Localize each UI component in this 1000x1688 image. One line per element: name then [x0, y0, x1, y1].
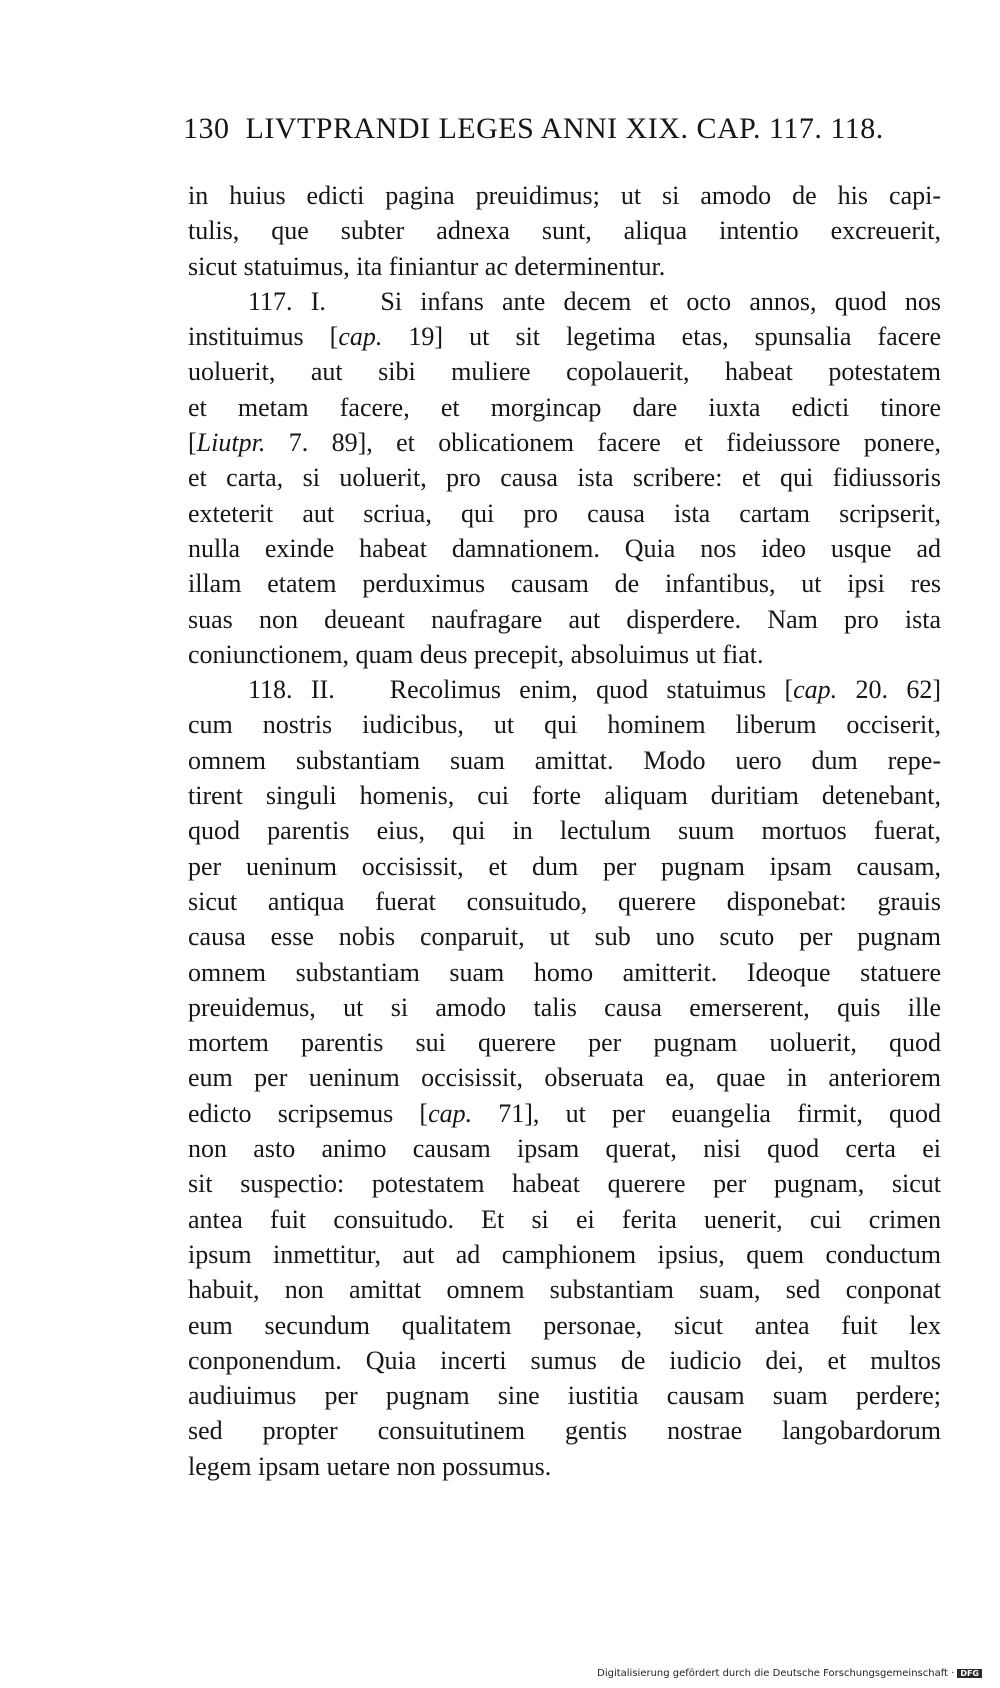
text-line: et carta, si uoluerit, pro causa ista scribere: et qui fidiussoris: [188, 463, 941, 493]
running-head: [183, 112, 883, 146]
chapter-117-heading-line: [188, 284, 941, 319]
text-segment: 71], ut per euangelia firmit, quod: [472, 1098, 941, 1128]
text-line: coniunctionem, quam deus precepit, absoluimus ut fiat.: [188, 639, 764, 669]
text-line: non asto animo causam ipsam querat, nisi quod certa ei: [188, 1134, 941, 1164]
text-line: mortem parentis sui querere per pugnam uoluerit, quod: [188, 1028, 941, 1058]
text-line: exteterit aut scriua, qui pro causa ista cartam scripserit,: [188, 498, 941, 528]
text-line: uoluerit, aut sibi muliere copolauerit, habeat potestatem: [188, 357, 941, 387]
text-line: eum per ueninum occisissit, obseruata ea, quae in anteriorem: [188, 1063, 941, 1093]
italic-reference: cap.: [793, 675, 838, 705]
italic-reference: cap.: [428, 1098, 473, 1128]
credit-text: Digitalisierung gefördert durch die Deutsche Forschungsgemeinschaft ·: [597, 1668, 955, 1679]
text-line: omnem substantiam suam amittat. Modo uero dum repe-: [188, 745, 941, 775]
text-line: legem ipsam uetare non possumus.: [188, 1451, 552, 1481]
text-segment: Si infans ante decem et octo annos, quod nos: [380, 286, 941, 316]
text-line: illam etatem perduximus causam de infantibus, ut ipsi res: [188, 569, 941, 599]
chapter-number: 117. I.: [248, 286, 326, 316]
text-line: sicut statuimus, ita finiantur ac determinentur.: [188, 251, 666, 281]
chapter-118-heading-line: [188, 672, 941, 707]
text-line: et metam facere, et morgincap dare iuxta edicti tinore: [188, 392, 941, 422]
text-line: tirent singuli homenis, cui forte aliquam duritiam detenebant,: [188, 781, 941, 811]
text-line: antea fuit consuitudo. Et si ei ferita uenerit, cui crimen: [188, 1204, 941, 1234]
text-line: tulis, que subter adnexa sunt, aliqua intentio excreuerit,: [188, 216, 941, 246]
page-header-title: LIVTPRANDI LEGES ANNI XIX. CAP. 117. 118.: [245, 112, 884, 145]
page-number: 130: [183, 112, 230, 145]
text-line: eum secundum qualitatem personae, sicut antea fuit lex: [188, 1310, 941, 1340]
italic-reference: cap.: [338, 322, 383, 352]
text-line: in huius edicti pagina preuidimus; ut si amodo de his capi-: [188, 181, 941, 210]
text-segment: [: [188, 428, 197, 458]
text-line: [188, 319, 941, 354]
text-line: sicut antiqua fuerat consuitudo, querere disponebat: grauis: [188, 886, 941, 916]
text-line: nulla exinde habeat damnationem. Quia nos ideo usque ad: [188, 533, 941, 563]
text-segment: 7. 89], et oblicationem facere et fideiussore ponere,: [265, 428, 941, 458]
text-line: sed propter consuitutinem gentis nostrae langobardorum: [188, 1416, 941, 1446]
digitization-credit: [597, 1668, 982, 1679]
text-line: sit suspectio: potestatem habeat querere per pugnam, sicut: [188, 1169, 941, 1199]
text-line: causa esse nobis conparuit, ut sub uno scuto per pugnam: [188, 922, 941, 952]
text-segment: instituimus [: [188, 322, 339, 352]
text-line: cum nostris iudicibus, ut qui hominem liberum occiserit,: [188, 710, 941, 740]
text-segment: Recolimus enim, quod statuimus [: [389, 675, 794, 705]
text-line: preuidemus, ut si amodo talis causa emerserent, quis ille: [188, 992, 941, 1022]
text-segment: 20. 62]: [837, 675, 942, 705]
text-line: habuit, non amittat omnem substantiam suam, sed conponat: [188, 1275, 941, 1305]
text-line: quod parentis eius, qui in lectulum suum mortuos fuerat,: [188, 816, 941, 846]
text-line: suas non deueant naufragare aut disperdere. Nam pro ista: [188, 604, 941, 634]
text-line: ipsum inmettitur, aut ad camphionem ipsius, quem conductum: [188, 1239, 941, 1269]
text-line: conponendum. Quia incerti sumus de iudicio dei, et multos: [188, 1345, 941, 1375]
chapter-number: 118. II.: [248, 675, 335, 705]
dfg-logo: DFG: [957, 1669, 982, 1678]
text-segment: edicto scripsemus [: [188, 1098, 429, 1128]
body-text: [188, 178, 941, 1484]
text-line: per ueninum occisissit, et dum per pugnam ipsam causam,: [188, 851, 941, 881]
text-line: audiuimus per pugnam sine iustitia causam suam perdere;: [188, 1381, 941, 1411]
italic-reference: Liutpr.: [196, 428, 266, 458]
text-line: [188, 425, 941, 460]
text-line: omnem substantiam suam homo amitterit. Ideoque statuere: [188, 957, 941, 987]
text-line: [188, 1096, 941, 1131]
text-segment: 19] ut sit legetima etas, spunsalia facere: [382, 322, 941, 352]
